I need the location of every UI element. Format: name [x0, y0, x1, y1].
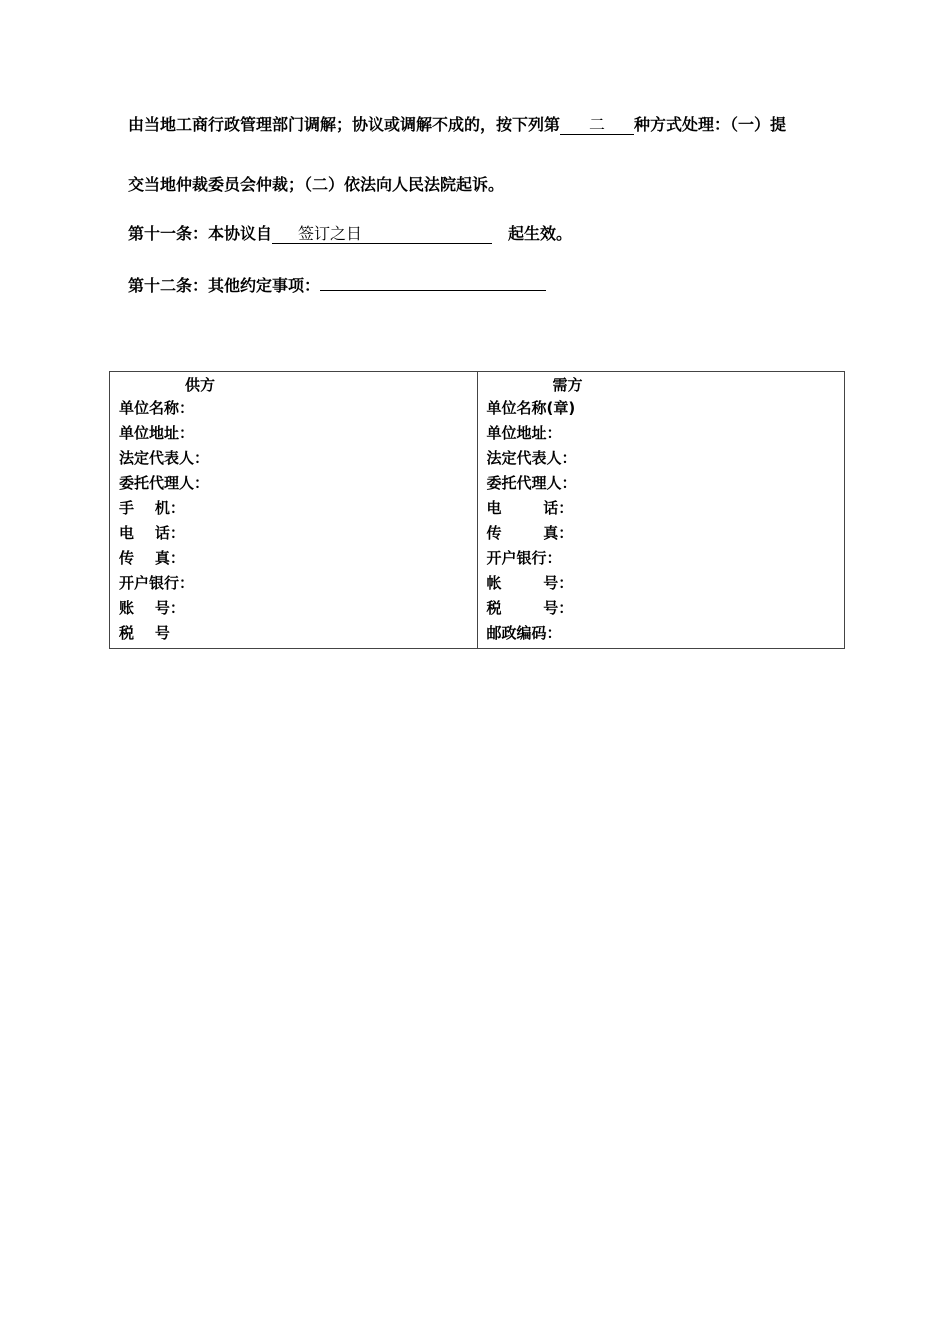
article-12-label: 第十二条：其他约定事项： [128, 276, 321, 295]
supplier-field: 单位地址： [119, 424, 195, 442]
buyer-field: 开户银行： [486, 549, 562, 567]
supplier-field: 账 号： [119, 599, 185, 617]
buyer-field: 税 号： [486, 599, 574, 617]
dispute-clause-line-2: 交当地仲裁委员会仲裁；（二）依法向人民法院起诉。 [128, 175, 505, 194]
buyer-field: 邮政编码： [486, 624, 562, 642]
dispute-clause-line-1 [128, 114, 786, 136]
other-terms-blank [320, 290, 546, 291]
buyer-column [477, 372, 845, 649]
buyer-field: 电 话： [486, 499, 574, 517]
buyer-field: 帐 号： [486, 574, 574, 592]
supplier-field: 开户银行： [119, 574, 195, 592]
parties-signature-table [109, 371, 845, 649]
buyer-field: 法定代表人： [486, 449, 577, 467]
resolution-method-blank: 二 [560, 116, 634, 135]
supplier-column [110, 372, 478, 649]
article-12 [128, 275, 546, 297]
dispute-clause-text-before: 由当地工商行政管理部门调解；协议或调解不成的，按下列第 [128, 115, 561, 134]
article-11 [128, 223, 572, 245]
buyer-field: 委托代理人： [486, 474, 577, 492]
supplier-field: 传 真： [119, 549, 185, 567]
buyer-field: 单位名称(章) [486, 399, 576, 417]
effective-date-blank: 签订之日 [272, 225, 492, 244]
supplier-field: 电 话： [119, 524, 185, 542]
buyer-field: 单位地址： [486, 424, 562, 442]
supplier-field: 手 机： [119, 499, 185, 517]
supplier-field: 税 号 [119, 624, 170, 642]
supplier-field: 委托代理人： [119, 474, 210, 492]
supplier-field: 单位名称： [119, 399, 195, 417]
supplier-title: 供方 [185, 376, 216, 394]
article-11-suffix: 起生效。 [508, 224, 573, 243]
buyer-field: 传 真： [486, 524, 574, 542]
buyer-title: 需方 [552, 376, 583, 394]
article-11-label: 第十一条：本协议自 [128, 224, 273, 243]
dispute-clause-text-after: 种方式处理：（一）提 [634, 115, 787, 134]
supplier-field: 法定代表人： [119, 449, 210, 467]
